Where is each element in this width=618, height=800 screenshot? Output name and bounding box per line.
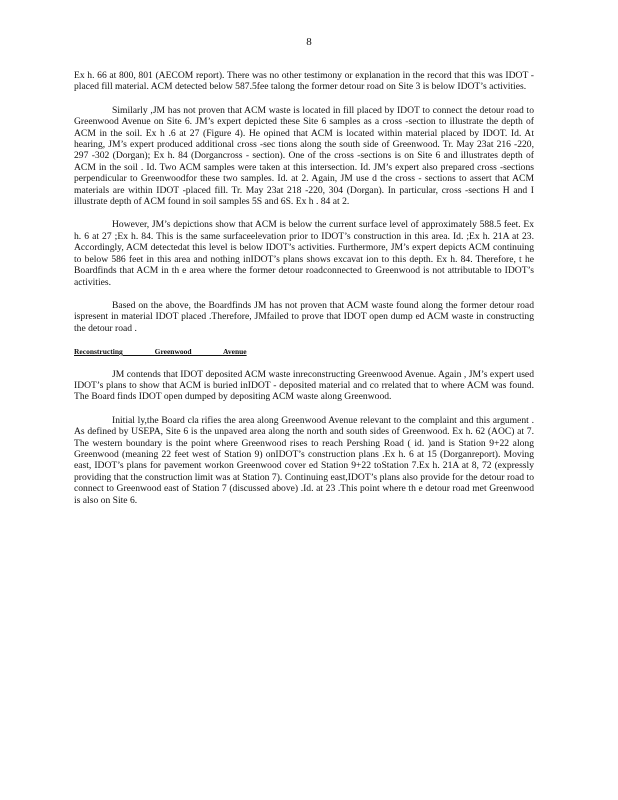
document-body [74, 70, 534, 518]
paragraph: Based on the above, the Boardfinds JM has not proven that ACM waste found along the former detour road ispresent in material IDOT placed .Therefore, JMfailed to prove that IDOT open dump ed ACM waste in constructing the detour road . [74, 299, 534, 334]
paragraph: Similarly ,JM has not proven that ACM waste is located in fill placed by IDOT to connect the detour road to Greenwood Avenue on Site 6. JM’s expert depicted these Site 6 samples as a cross -section to illustrate the depth of ACM in the soil. Ex h .6 at 27 (Figure 4). He opined that ACM is located within material placed by IDOT. Id. At hearing, JM’s expert produced additional cross -sec tions along the south side of Greenwood. Tr. May 23at 216 -220, 297 -302 (Dorgan); Ex h. 84 (Dorgancross - section). One of the cross -sections is on Site 6 and illustrates depth of ACM in the soil . Id. Two ACM samples were taken at this intersection. Id. JM’s expert also prepared cross -sections perpendicular to Greenwoodfor these two samples. Id. at 2. Again, JM use d the cross - sections to assert that ACM materials are within IDOT -placed fill. Tr. May 23at 218 -220, 304 (Dorgan). In particular, cross -sections H and I illustrate depth of ACM found in soil samples 5S and 6S. Ex h . 84 at 2. [74, 104, 534, 208]
page-number: 8 [306, 36, 312, 48]
paragraph: Initial ly,the Board cla rifies the area along Greenwood Avenue relevant to the complaint and this argument . As defined by USEPA, Site 6 is the unpaved area along the north and south sides of Greenwood. Ex h. 62 (AOC) at 7. The western boundary is the point where Greenwood rises to reach Pershing Road ( id. )and is Station 9+22 along Greenwood (meaning 22 feet west of Station 9) onIDOT’s construction plans .Ex h. 6 at 15 (Dorganreport). Moving east, IDOT’s plans for pavement workon Greenwood cover ed Station 9+22 toStation 7.Ex h. 21A at 8, 72 (expressly providing that the construction limit was at Station 7). Continuing east,IDOT’s plans also provide for the detour road to connect to Greenwood east of Station 7 (discussed above) .Id. at 23 .This point where th e detour road met Greenwood is also on Site 6. [74, 414, 534, 506]
paragraph: Ex h. 66 at 800, 801 (AECOM report). There was no other testimony or explanation in the record that this was IDOT -placed fill material. ACM detected below 587.5fee talong the former detour road on Site 3 is below IDOT’s activities. [74, 70, 534, 93]
paragraph: However, JM’s depictions show that ACM is below the current surface level of approximately 588.5 feet. Ex h. 6 at 27 ;Ex h. 84. This is the same surfaceelevation prior to IDOT’s construction in this area. Id. ;Ex h. 21A at 23. Accordingly, ACM detectedat this level is below IDOT’s activities. Furthermore, JM’s expert depicts ACM continuing to below 586 feet in this area and nothing inIDOT’s plans shows excavat ion to this depth. Ex h. 84. Therefore, t he Boardfinds that ACM in th e area where the former detour roadconnected to Greenwood is not attributable to IDOT’s activities. [74, 219, 534, 288]
section-heading: Reconstructing Greenwood Avenue [74, 347, 247, 357]
paragraph: JM contends that IDOT deposited ACM waste inreconstructing Greenwood Avenue. Again , JM’s expert used IDOT’s plans to show that ACM is buried inIDOT - deposited material and co rrelated that to where ACM was found. The Board finds IDOT open dumped by depositing ACM waste along Greenwood. [74, 368, 534, 403]
